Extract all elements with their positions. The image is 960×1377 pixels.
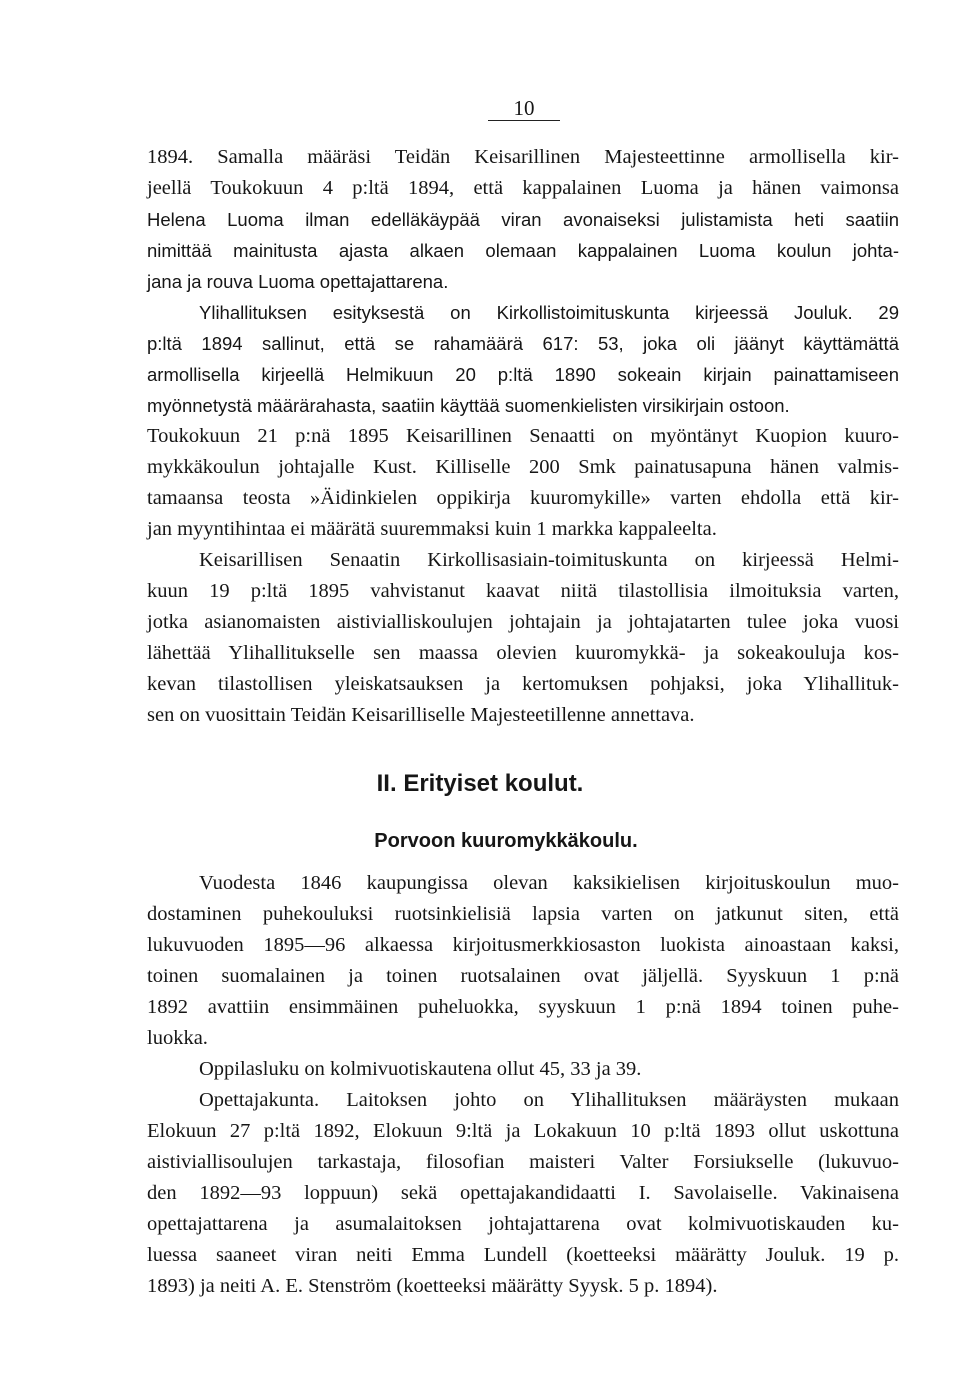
text-line: sen on vuosittain Teidän Keisarilliselle Majesteetillenne annettava. (147, 704, 695, 726)
text-line: jeellä Toukokuun 4 p:ltä 1894, että kappalainen Luoma ja hänen vaimonsa (147, 177, 899, 199)
text-line: mykkäkoulun johtajalle Kust. Killiselle 200 Smk painatusapuna hänen valmis- (147, 456, 899, 478)
text-line: den 1892—93 loppuun) sekä opettajakandidaatti I. Savolaiselle. Vakinaisena (147, 1182, 899, 1204)
text-line: 1894. Samalla määräsi Teidän Keisarillinen Majesteettinne armollisella kir- (147, 146, 899, 168)
text-line: myönnetystä määrärahasta, saatiin käyttää suomenkielisten virsikirjain ostoon. (147, 395, 790, 416)
text-line: luokka. (147, 1027, 208, 1049)
text-line: nimittää mainitusta ajasta alkaen olemaan kappalainen Luoma koulun johta- (147, 240, 899, 261)
text-line: Vuodesta 1846 kaupungissa olevan kaksikielisen kirjoituskoulun muo- (199, 872, 899, 894)
body-text-section-2 (147, 868, 899, 1302)
text-line: jan myyntihintaa ei määrätä suuremmaksi kuin 1 markka kappaleelta. (147, 518, 717, 540)
text-line: 1892 avattiin ensimmäinen puheluokka, syyskuun 1 p:nä 1894 toinen puhe- (147, 996, 899, 1018)
text-line: luessa saaneet viran neiti Emma Lundell (koetteeksi määrätty Jouluk. 19 p. (147, 1244, 899, 1266)
text-line: p:ltä 1894 sallinut, että se rahamäärä 617: 53, joka oli jäänyt käyttämättä (147, 333, 899, 354)
text-line: lähettää Ylihallitukselle sen maassa olevien kuuromykkä- ja sokeakouluja kos- (147, 642, 899, 664)
text-line: kevan tilastollisen yleiskatsauksen ja kertomuksen pohjaksi, joka Ylihallituk- (147, 673, 899, 695)
text-line: Elokuun 27 p:ltä 1892, Elokuun 9:ltä ja Lokakuun 10 p:ltä 1893 ollut uskottuna (147, 1120, 899, 1142)
text-line: 1893) ja neiti A. E. Stenström (koetteeksi määrätty Syysk. 5 p. 1894). (147, 1275, 718, 1297)
text-line: armollisella kirjeellä Helmikuun 20 p:ltä 1890 sokeain kirjain painattamiseen (147, 364, 899, 385)
text-line: Helena Luoma ilman edelläkäypää viran avonaiseksi julistamista heti saatiin (147, 209, 899, 230)
text-line: Opettajakunta. Laitoksen johto on Ylihallituksen määräysten mukaan (199, 1089, 899, 1111)
section-heading: Porvoon kuuromykkäkoulu. (374, 830, 638, 852)
text-line: Keisarillisen Senaatin Kirkollisasiain-toimituskunta on kirjeessä Helmi- (199, 549, 899, 571)
text-line: opettajattarena ja asumalaitoksen johtajattarena ovat kolmivuotiskauden ku- (147, 1213, 899, 1235)
text-line: lukuvuoden 1895—96 alkaessa kirjoitusmerkkiosaston luokista ainoastaan kaksi, (147, 934, 899, 956)
text-line: aistiviallisoulujen tarkastaja, filosofian maisteri Valter Forsiukselle (lukuvuo- (147, 1151, 899, 1173)
text-line: jana ja rouva Luoma opettajattarena. (147, 271, 449, 292)
text-line: tamaansa teosta »Äidinkielen oppikirja kuuromykille» varten ehdolla että kir- (147, 487, 899, 509)
text-line: kuun 19 p:ltä 1895 vahvistanut kaavat niitä tilastollisia ilmoituksia varten, (147, 580, 899, 602)
page-number: 10 (488, 96, 560, 121)
body-text-section-1 (147, 142, 899, 731)
text-line: jotka asianomaisten aistivialliskoulujen johtajain ja johtajatarten tulee joka vuosi (147, 611, 899, 633)
chapter-heading: II. Erityiset koulut. (376, 770, 584, 797)
text-line: Ylihallituksen esityksestä on Kirkollistoimituskunta kirjeessä Jouluk. 29 (199, 302, 899, 323)
text-line: Toukokuun 21 p:nä 1895 Keisarillinen Senaatti on myöntänyt Kuopion kuuro- (147, 425, 899, 447)
text-line: toinen suomalainen ja toinen ruotsalainen ovat jäljellä. Syyskuun 1 p:nä (147, 965, 899, 987)
text-line: dostaminen puhekouluksi ruotsinkielisiä lapsia varten on jatkunut siten, että (147, 903, 899, 925)
text-line: Oppilasluku on kolmivuotiskautena ollut 45, 33 ja 39. (199, 1058, 642, 1080)
